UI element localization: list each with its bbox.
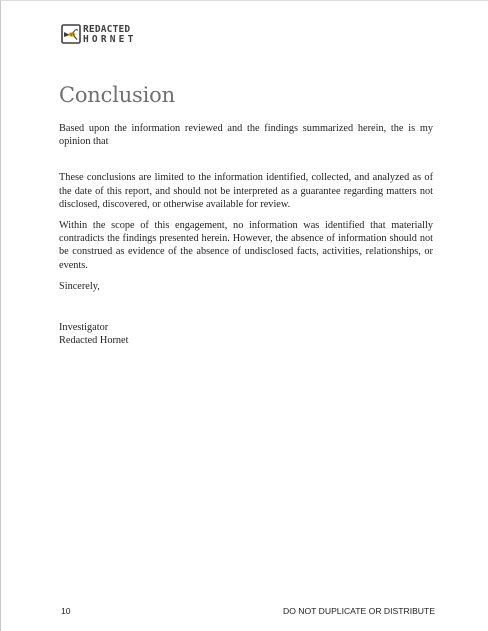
closing-salutation: Sincerely, <box>59 280 100 292</box>
brand-logo <box>61 24 137 44</box>
signatory-organization: Redacted Hornet <box>59 335 129 347</box>
brand-wordmark <box>83 25 137 44</box>
limitations-paragraph: These conclusions are limited to the information identified, collected, and analyzed as of the date of this report, and should not be interpreted as a guarantee regarding matters not disclosed, discovered, or otherwise available for review. <box>59 172 433 210</box>
section-title: Conclusion <box>59 83 175 107</box>
hornet-logo-icon <box>61 24 81 44</box>
signatory-title: Investigator <box>59 322 109 334</box>
page-footer <box>61 606 435 616</box>
distribution-notice: DO NOT DUPLICATE OR DISTRIBUTE <box>283 606 435 616</box>
section-body <box>59 122 433 347</box>
opinion-paragraph: Based upon the information reviewed and the findings summarized herein, the is my opinion that <box>59 123 433 148</box>
brand-name-line2: HORNET <box>83 33 137 45</box>
brand-name-line1: REDACTED <box>83 23 131 35</box>
scope-paragraph: Within the scope of this engagement, no information was identified that materially contradicts the findings presented herein. However, the absence of information should not be construed as evidence of the absence of undisclosed facts, activities, relationships, or events. <box>59 220 433 271</box>
page-number: 10 <box>61 606 71 616</box>
signature-block <box>59 321 433 347</box>
